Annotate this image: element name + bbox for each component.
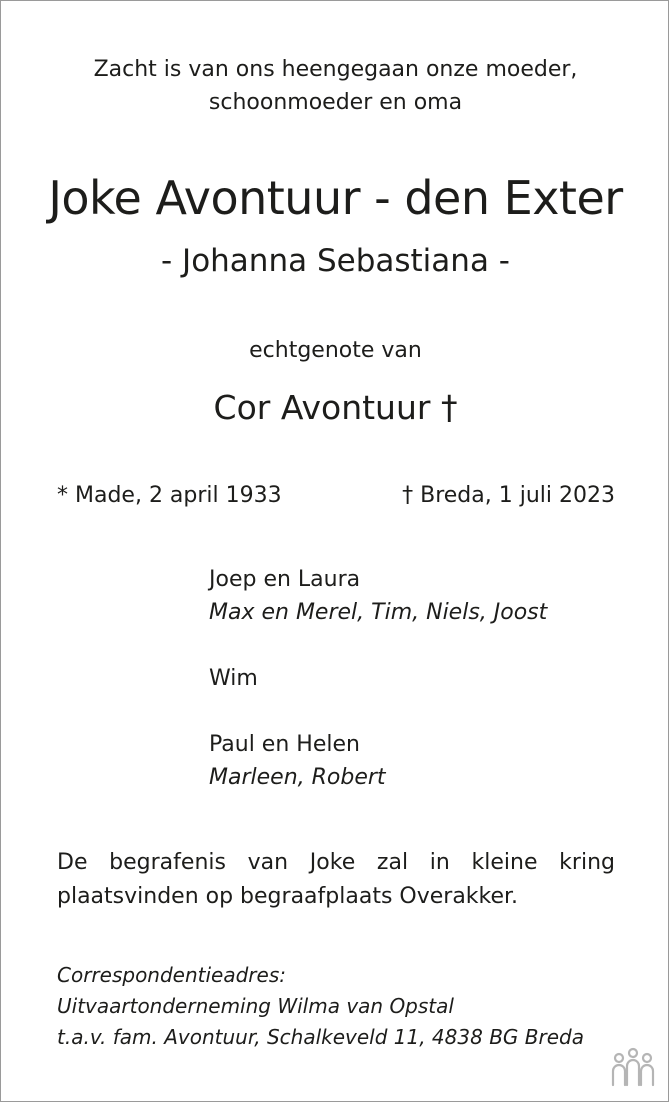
deceased-name: Joke Avontuur - den Exter (48, 171, 623, 225)
family-names: Paul en Helen (209, 732, 360, 757)
family-names: Wim (209, 666, 258, 691)
family-group (209, 563, 629, 629)
spouse-name: Cor Avontuur † (213, 388, 458, 427)
intro-line-2: schoonmoeder en oma (208, 90, 463, 115)
deceased-given-names: - Johanna Sebastiana - (161, 243, 510, 279)
address-line-1: Uitvaartonderneming Wilma van Opstal (57, 994, 454, 1018)
correspondence-address (57, 960, 617, 1053)
family-group (209, 728, 629, 794)
family-children: Marleen, Robert (209, 765, 386, 790)
family-names: Joep en Laura (209, 567, 361, 592)
family-group (209, 662, 629, 695)
spouse-label: echtgenote van (249, 338, 422, 363)
family-people-icon (608, 1047, 658, 1089)
intro-line-1: Zacht is van ons heengegaan onze moeder, (93, 57, 578, 82)
life-dates (57, 479, 615, 513)
death-date: † Breda, 1 juli 2023 (402, 483, 615, 508)
birth-date: * Made, 2 april 1933 (57, 483, 282, 508)
family-list (209, 563, 629, 827)
intro-text (1, 53, 669, 119)
family-children: Max en Merel, Tim, Niels, Joost (209, 600, 548, 625)
address-line-2: t.a.v. fam. Avontuur, Schalkeveld 11, 4838 BG Breda (57, 1025, 584, 1049)
funeral-notice: De begrafenis van Joke zal in kleine kring plaatsvinden op begraafplaats Overakker. (57, 850, 615, 909)
address-label: Correspondentieadres: (57, 963, 286, 987)
